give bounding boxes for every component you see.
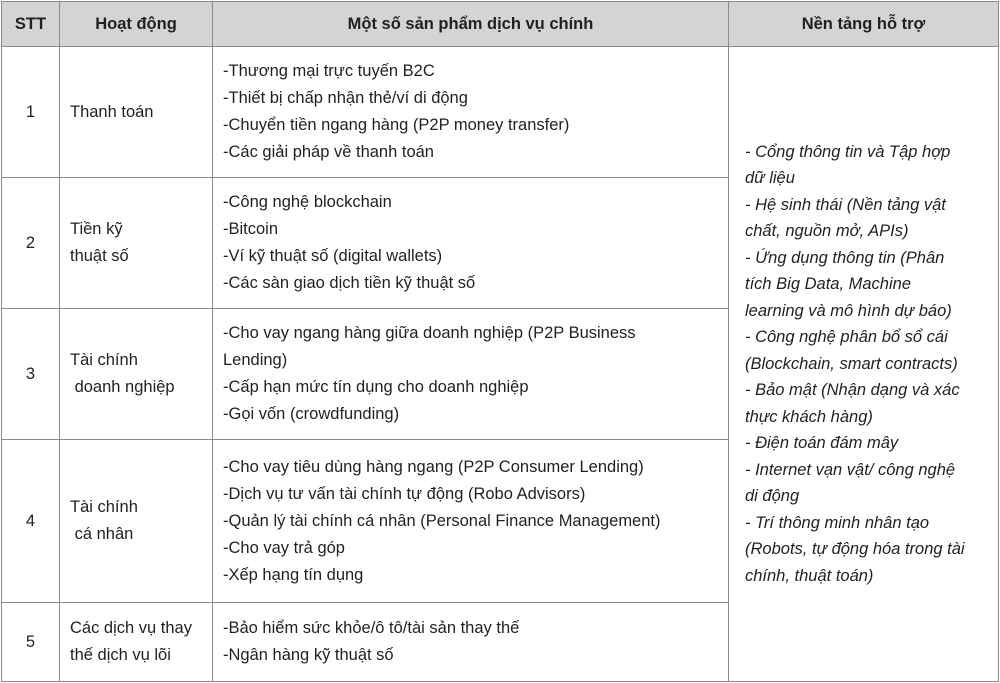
activity-cell xyxy=(60,47,213,178)
activity-line: Tài chính xyxy=(70,498,138,516)
activity-line: Các dịch vụ thay xyxy=(70,619,192,637)
platform-line: thực khách hàng) xyxy=(745,407,873,426)
product-line: -Bảo hiểm sức khỏe/ô tô/tài sản thay thế xyxy=(223,619,520,637)
platform-line: di động xyxy=(745,487,800,506)
activity-cell xyxy=(60,440,213,603)
platform-line: - Ứng dụng thông tin (Phân xyxy=(745,248,945,267)
platform-line: learning và mô hình dự báo) xyxy=(745,301,952,320)
platform-line: (Robots, tự động hóa trong tài xyxy=(745,540,965,559)
products-cell xyxy=(213,309,729,440)
platform-line: - Hệ sinh thái (Nền tảng vật xyxy=(745,195,946,214)
platform-line: - Cổng thông tin và Tập hợp xyxy=(745,142,951,161)
activity-cell xyxy=(60,603,213,682)
activity-line: Tiền kỹ xyxy=(70,220,123,238)
header-stt: STT xyxy=(2,2,60,47)
products-cell xyxy=(213,603,729,682)
header-products: Một số sản phẩm dịch vụ chính xyxy=(213,2,729,47)
fintech-table xyxy=(1,1,999,682)
activity-line: Thanh toán xyxy=(70,102,154,121)
product-line: -Xếp hạng tín dụng xyxy=(223,565,364,584)
platform-line: - Công nghệ phân bổ sổ cái xyxy=(745,328,948,347)
product-line: -Cho vay tiêu dùng hàng ngang (P2P Consumer Lending) xyxy=(223,457,644,476)
platform-line: dữ liệu xyxy=(745,169,795,188)
header-platform: Nền tảng hỗ trợ xyxy=(729,2,999,47)
row-number: 2 xyxy=(2,178,60,309)
product-line: -Cấp hạn mức tín dụng cho doanh nghiệp xyxy=(223,378,529,396)
activity-line: Tài chính xyxy=(70,351,138,369)
product-line: -Chuyển tiền ngang hàng (P2P money transfer) xyxy=(223,116,570,134)
product-line: -Ví kỹ thuật số (digital wallets) xyxy=(223,247,443,265)
product-line: -Bitcoin xyxy=(223,220,279,238)
platform-line: - Điện toán đám mây xyxy=(745,434,899,453)
row-number: 4 xyxy=(2,440,60,603)
platform-line: chính, thuật toán) xyxy=(745,566,874,585)
row-number: 3 xyxy=(2,309,60,440)
platform-line: - Trí thông minh nhân tạo xyxy=(745,513,930,532)
header-activity: Hoạt động xyxy=(60,2,213,47)
product-line: -Các sàn giao dịch tiền kỹ thuật số xyxy=(223,274,476,292)
activity-line: thuật số xyxy=(70,247,129,265)
activity-line: thế dịch vụ lõi xyxy=(70,646,171,664)
platform-line: chất, nguồn mở, APIs) xyxy=(745,222,909,241)
platform-cell xyxy=(729,47,999,682)
platform-line: tích Big Data, Machine xyxy=(745,275,911,294)
products-cell xyxy=(213,178,729,309)
product-line: -Dịch vụ tư vấn tài chính tự động (Robo Advisors) xyxy=(223,484,586,503)
product-line: -Thiết bị chấp nhận thẻ/ví di động xyxy=(223,89,468,107)
activity-cell xyxy=(60,178,213,309)
product-line: -Các giải pháp về thanh toán xyxy=(223,143,434,161)
activity-line: doanh nghiệp xyxy=(70,378,175,396)
row-number: 5 xyxy=(2,603,60,682)
product-line: -Ngân hàng kỹ thuật số xyxy=(223,646,394,664)
product-line: -Gọi vốn (crowdfunding) xyxy=(223,405,400,423)
product-line: Lending) xyxy=(223,351,288,369)
product-line: -Thương mại trực tuyến B2C xyxy=(223,62,435,80)
product-line: -Công nghệ blockchain xyxy=(223,193,392,211)
product-line: -Cho vay ngang hàng giữa doanh nghiệp (P2P Business xyxy=(223,324,636,342)
activity-cell xyxy=(60,309,213,440)
product-line: -Quản lý tài chính cá nhân (Personal Finance Management) xyxy=(223,511,661,530)
products-cell xyxy=(213,440,729,603)
activity-line: cá nhân xyxy=(70,525,134,543)
row-number: 1 xyxy=(2,47,60,178)
product-line: -Cho vay trả góp xyxy=(223,538,345,557)
products-cell xyxy=(213,47,729,178)
table-row xyxy=(2,47,999,178)
header-row xyxy=(2,2,999,47)
platform-line: - Internet vạn vật/ công nghệ xyxy=(745,460,956,479)
platform-line: - Bảo mật (Nhận dạng và xác xyxy=(745,381,960,400)
platform-line: (Blockchain, smart contracts) xyxy=(745,354,958,373)
